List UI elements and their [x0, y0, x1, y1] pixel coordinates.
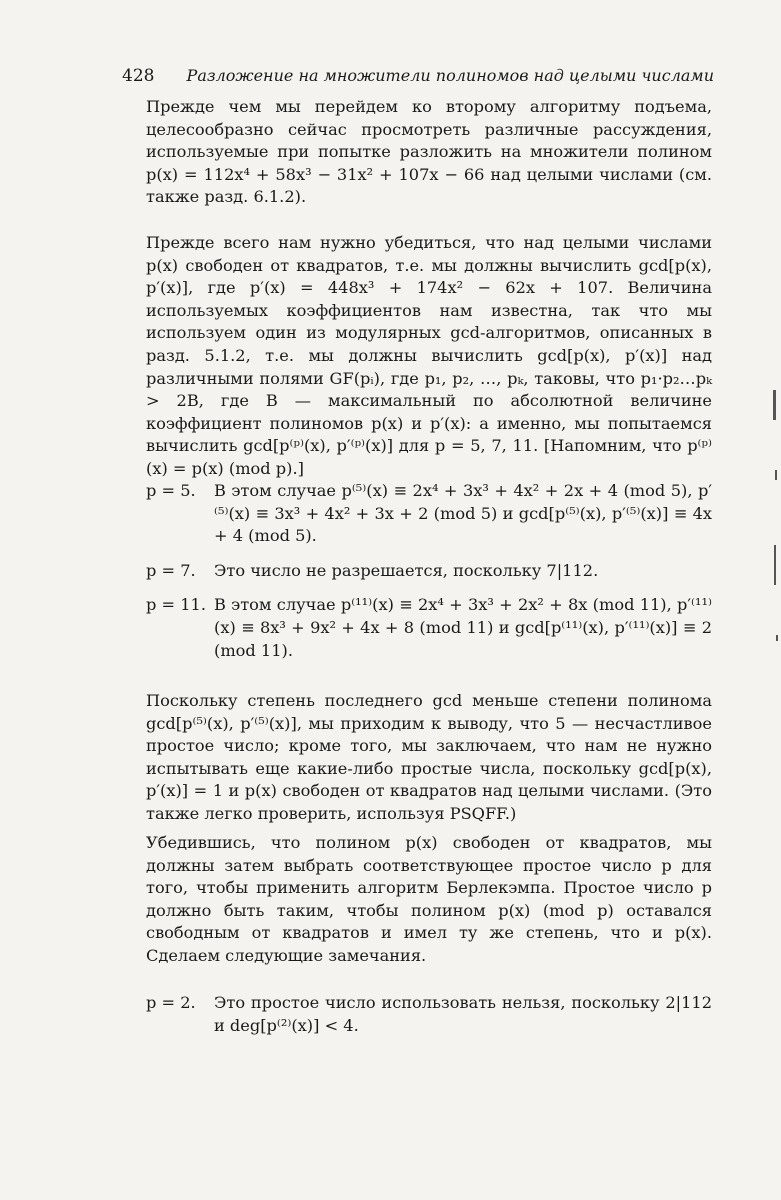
paragraph-conclusion: Поскольку степень последнего gcd меньше степени полинома gcd[p⁽⁵⁾(x), p′⁽⁵⁾(x)], мы приходим к выводу, что 5 — несчастливое простое число; кроме того, мы заключаем, что нам не нужно испытывать еще какие-либо простые числа, поскольку gcd[p(x), p′(x)] = 1 и p(x) свободен от квадратов над целыми числами. (Это также легко проверить, используя PSQFF.) [146, 691, 712, 823]
case-label: p = 2. [146, 993, 196, 1012]
page-header [122, 66, 714, 86]
case-item [146, 480, 712, 548]
scan-mark [775, 470, 777, 480]
scan-mark [776, 635, 778, 641]
case-label: p = 7. [146, 560, 196, 580]
case-text: В этом случае p⁽⁵⁾(x) ≡ 2x⁴ + 3x³ + 4x² + 2x + 4 (mod 5), p′⁽⁵⁾(x) ≡ 3x³ + 4x² + 3x + 2 (mod 5) и gcd[p⁽⁵⁾(x), p′⁽⁵⁾(x)] ≡ 4x + 4 (mod 5). [214, 481, 712, 546]
case-text: Это число не разрешается, поскольку 7|112. [214, 560, 599, 580]
scan-mark [774, 545, 776, 585]
scan-edge-marks [767, 380, 781, 680]
page-number: 428 [122, 66, 155, 86]
running-title: Разложение на множители полиномов над целыми числами [186, 66, 714, 85]
case-label: p = 11. [146, 595, 206, 615]
paragraph-squarefree: Прежде всего нам нужно убедиться, что над целыми числами p(x) свободен от квадратов, т.е. мы должны вычислить gcd[p(x), p′(x)], где p′(x) = 448x³ + 174x² − 62x + 107. Величина используемых коэффициентов нам известна, так что мы используем один из модулярных gcd-алгоритмов, описанных в разд. 5.1.2, т.е. мы должны вычислить gcd[p(x), p′(x)] над различными полями GF(pᵢ), где p₁, p₂, …, pₖ, таковы, что p₁·p₂…pₖ > 2B, где B — максимальный по абсолютной величине коэффициент полиномов p(x) и p′(x): а именно, мы попытаемся вычислить gcd[p⁽ᵖ⁾(x), p′⁽ᵖ⁾(x)] для p = 5, 7, 11. [Напомним, что p⁽ᵖ⁾(x) = p(x) (mod p).] [146, 233, 712, 478]
case-item [146, 992, 712, 1037]
case-list-2 [146, 992, 712, 1049]
case-text: В этом случае p⁽¹¹⁾(x) ≡ 2x⁴ + 3x³ + 2x² + 8x (mod 11), p′⁽¹¹⁾(x) ≡ 8x³ + 9x² + 4x + 8 (mod 11) и gcd[p⁽¹¹⁾(x), p′⁽¹¹⁾(x)] ≡ 2 (mod 11). [214, 595, 712, 660]
case-item [146, 594, 712, 662]
case-text: Это простое число использовать нельзя, поскольку 2|112 и deg[p⁽²⁾(x)] < 4. [214, 993, 712, 1035]
case-item [146, 560, 712, 583]
case-list [146, 480, 712, 674]
paragraph-intro: Прежде чем мы перейдем ко второму алгоритму подъема, целесообразно сейчас просмотреть различные рассуждения, используемые при попытке разложить на множители полином p(x) = 112x⁴ + 58x³ − 31x² + 107x − 66 над целыми числами (см. также разд. 6.1.2). [146, 97, 712, 207]
scan-mark [773, 390, 776, 420]
paragraph-choose-prime: Убедившись, что полином p(x) свободен от квадратов, мы должны затем выбрать соответствующее простое число p для того, чтобы применить алгоритм Берлекэмпа. Простое число p должно быть таким, чтобы полином p(x) (mod p) оставался свободным от квадратов и имел ту же степень, что и p(x). Сделаем следующие замечания. [146, 833, 712, 965]
case-label: p = 5. [146, 481, 196, 500]
